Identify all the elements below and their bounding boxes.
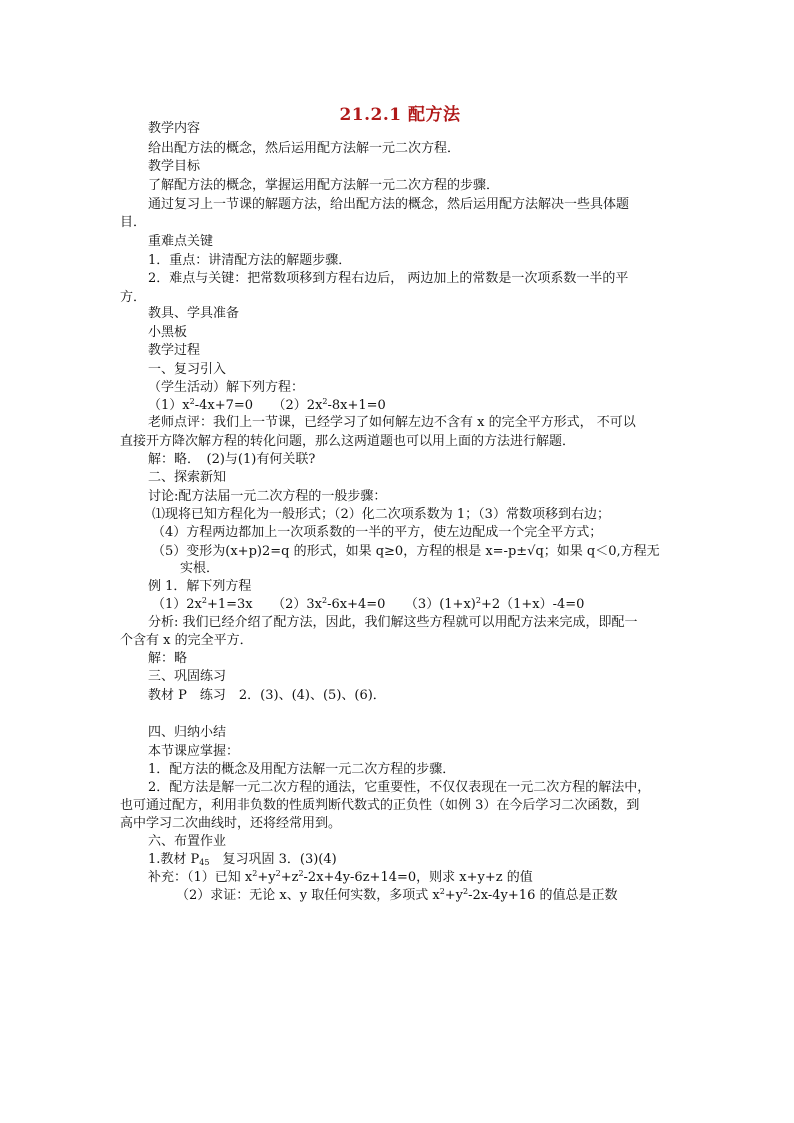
text-line: 1．配方法的概念及用配方法解一元二次方程的步骤． [148, 762, 456, 777]
page-title: 21.2.1 配方法 [339, 105, 461, 125]
text-line: 高中学习二次曲线时，还将经常用到。 [120, 816, 342, 831]
text-line: 方． [120, 290, 147, 305]
equation-line: $(1)2x^2+1=3x$ $(2)3x^2-6x+4=0$ $(3)(1+x)^2+2(1+x)-4=0$ [152, 596, 585, 612]
text-line: （4）方程两边都加上一次项系数的一半的平方，使左边配成一个完全平方式； [152, 525, 603, 540]
text-line: 教学内容 [148, 121, 201, 136]
text-line: 直接开方降次解方程的转化问题，那么这两道题也可以用上面的方法进行解题． [120, 434, 576, 449]
text-line: 2．难点与关键：把常数项移到方程右边后， 两边加上的常数是一次项系数一半的平 [148, 271, 629, 286]
text-line: 小黑板 [148, 325, 188, 340]
text-line: 本节课应掌握： [148, 744, 240, 759]
text-line: 了解配方法的概念，掌握运用配方法解一元二次方程的步骤． [148, 178, 500, 193]
text-line: 目． [120, 215, 147, 230]
text-line: 给出配方法的概念，然后运用配方法解一元二次方程． [148, 141, 461, 156]
text-line: 个含有 x 的完全平方． [120, 633, 253, 648]
text-line: 老师点评：我们上一节课，已经学习了如何解左边不含有 x 的完全平方形式， 不可以 [148, 415, 636, 430]
text-line: 也可通过配方，利用非负数的性质判断代数式的正负性（如例 3）在今后学习二次函数，到 [120, 798, 640, 813]
text-line: 教学目标 [148, 159, 201, 174]
text-line: 一、复习引入 [148, 362, 227, 377]
text-line: 2．配方法是解一元二次方程的通法，它重要性，不仅仅表现在一元二次方程的解法中， [148, 780, 651, 795]
text-line: 解：略 [148, 651, 188, 666]
homework-line: （2）求证：无论 x、y 取任何实数，多项式 $x^2+y^2-2x-4y+16$ 的值总是正数 [176, 887, 618, 903]
text-line: 分析: 我们已经介绍了配方法，因此，我们解这些方程就可以用配方法来完成，即配一 [148, 615, 638, 630]
text-line: 四、归纳小结 [148, 725, 227, 740]
text-line: 解：略． (2)与(1)有何关联? [148, 452, 316, 467]
text-line: 三、巩固练习 [148, 669, 227, 684]
text-line: 重难点关键 [148, 234, 214, 249]
text-line: 通过复习上一节课的解题方法，给出配方法的概念，然后运用配方法解决一些具体题 [148, 197, 630, 212]
homework-line: 补充：（1）已知 $x^2+y^2+z^2-2x+4y-6z+14=0$，则求 x+y+z 的值 [148, 869, 533, 885]
text-line: 教材 P 练习 2．(3)、(4)、(5)、(6)． [148, 688, 386, 703]
homework-line: 1.教材 $P_{45}$ 复习巩固 3．(3)(4) [148, 852, 337, 867]
text-line: 六、布置作业 [148, 834, 227, 849]
text-line: 教具、学具准备 [148, 306, 240, 321]
text-line: ⑴现将已知方程化为一般形式；（2）化二次项系数为 1；（3）常数项移到右边； [152, 507, 610, 522]
text-line: 讨论:配方法届一元二次方程的一般步骤： [148, 489, 387, 504]
text-line: 教学过程 [148, 343, 201, 358]
text-line: （5）变形为(x+p)2=q 的形式，如果 q≥0，方程的根是 x=-p±√q；如果 q＜0,方程无 [152, 544, 660, 559]
text-line: 二、探索新知 [148, 470, 227, 485]
text-line: 实根． [180, 561, 220, 576]
text-line: 例 1．解下列方程 [148, 579, 252, 594]
equation-line: $(1)x^2-4x+7=0$ $(2)2x^2-8x+1=0$ [148, 397, 386, 413]
text-line: 1．重点：讲清配方法的解题步骤． [148, 253, 352, 268]
text-line: （学生活动）解下列方程： [148, 380, 305, 395]
